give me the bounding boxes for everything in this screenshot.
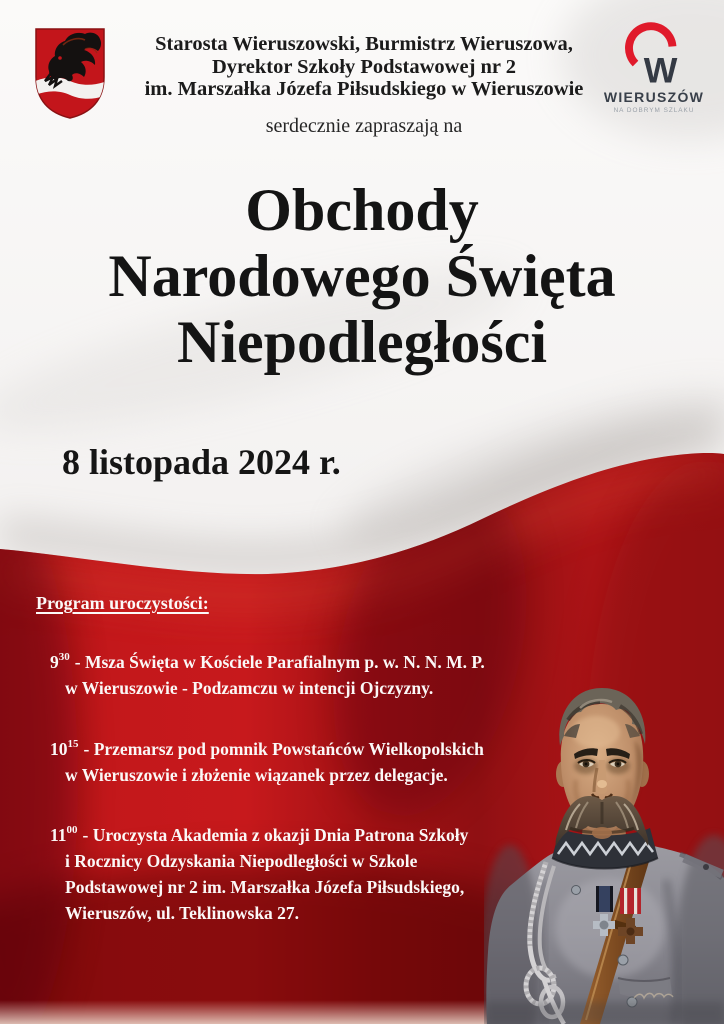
program-time: $11^{00}$ — [50, 824, 78, 845]
program-item — [50, 649, 530, 701]
logo-w-icon: W — [643, 50, 678, 86]
coat-of-arms-icon — [33, 25, 107, 120]
event-date: 8 listopada 2024 r. — [62, 442, 341, 482]
page-title — [0, 177, 724, 375]
program-item-line: $9^{30}$ - Msza Święta w Kościele Parafialnym p. w. N. N. M. P. — [50, 651, 485, 672]
title-line: Obchody — [245, 177, 479, 243]
program-item-line: w Wieruszowie i złożenie wiązanek przez delegacje. — [65, 765, 448, 785]
organizer-line: im. Marszałka Józefa Piłsudskiego w Wieruszowie — [144, 78, 584, 100]
title-line: Niepodległości — [177, 309, 547, 375]
program-item-line: w Wieruszowie - Podzamczu w intencji Ojczyzny. — [65, 678, 434, 698]
program-item-line: $11^{00}$ - Uroczysta Akademia z okazji Dnia Patrona Szkoły — [50, 824, 469, 845]
program-item — [50, 736, 530, 788]
organizer-line: Starosta Wieruszowski, Burmistrz Wieruszowa, — [155, 33, 573, 55]
program-item-line: Podstawowej nr 2 im. Marszałka Józefa Piłsudskiego, — [65, 877, 465, 897]
logo-name: WIERUSZÓW — [603, 89, 705, 105]
organizer-line: Dyrektor Szkoły Podstawowej nr 2 — [211, 55, 517, 78]
wieruszow-logo — [594, 20, 714, 114]
logo-tagline: NA DOBRYM SZLAKU — [613, 107, 695, 114]
title-line: Narodowego Święta — [108, 243, 616, 309]
organizers-block — [118, 33, 610, 101]
program-heading: Program uroczystości: — [36, 593, 209, 613]
wieruszow-logo-icon — [621, 20, 687, 86]
program-item-line: Wieruszów, ul. Teklinowska 27. — [65, 903, 300, 923]
pilsudski-portrait-image — [484, 680, 724, 1024]
program-time: $9^{30}$ — [50, 651, 70, 672]
program-item-line: i Rocznicy Odzyskania Niepodległości w Szkole — [65, 851, 418, 871]
invitation-text: serdecznie zapraszają na — [265, 115, 463, 137]
program-time: $10^{15}$ — [50, 738, 79, 759]
program-item — [50, 822, 530, 926]
program-item-line: $10^{15}$ - Przemarsz pod pomnik Powstańców Wielkopolskich — [50, 738, 484, 759]
